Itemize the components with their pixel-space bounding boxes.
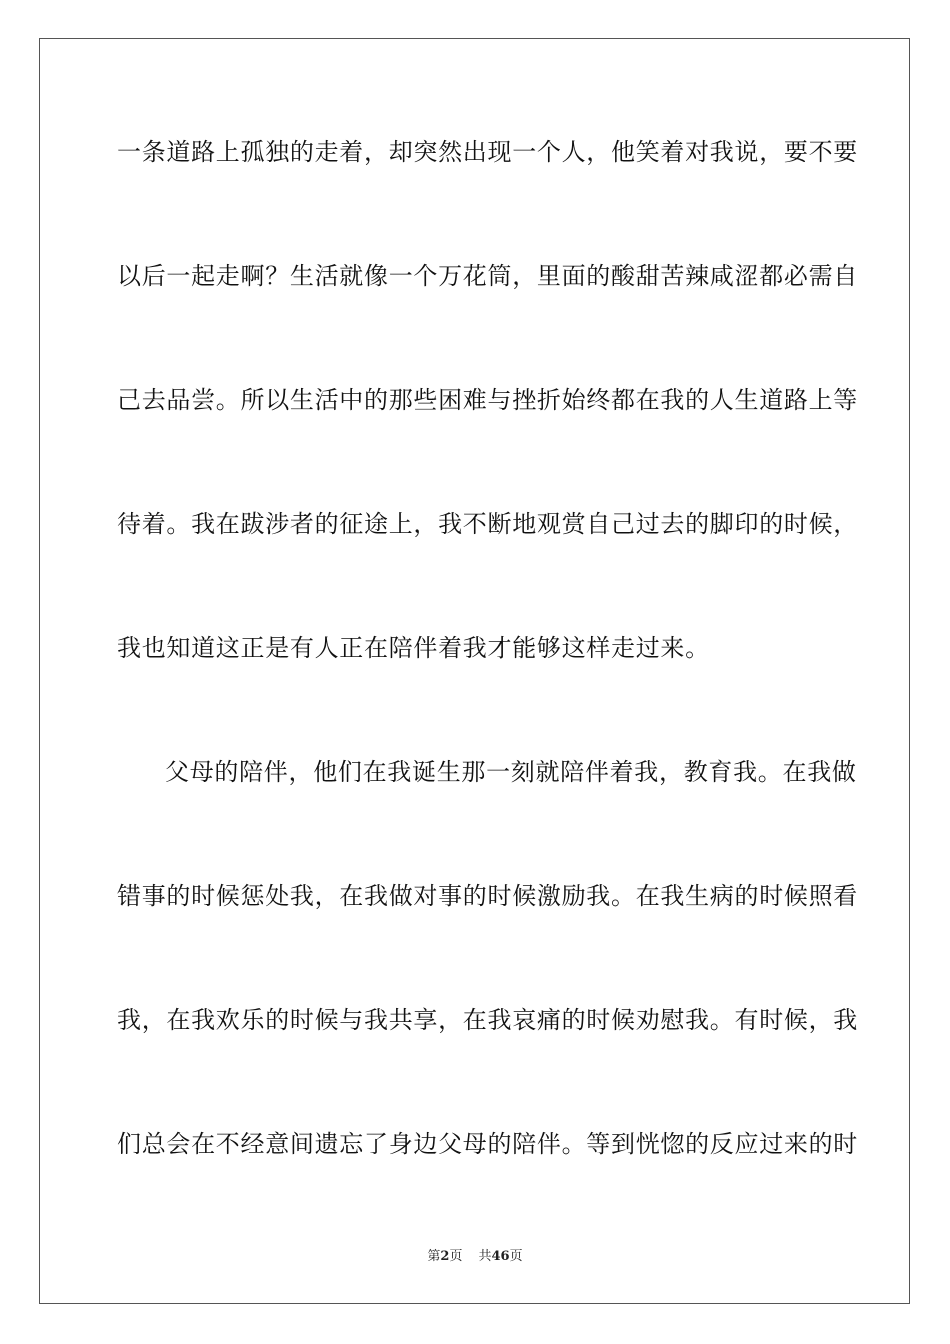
page-footer <box>0 1248 950 1266</box>
text-line: 一条道路上孤独的走着，却突然出现一个人，他笑着对我说，要不要 <box>117 138 858 166</box>
total-suffix: 页 <box>509 1249 523 1264</box>
text-line: 己去品尝。所以生活中的那些困难与挫折始终都在我的人生道路上等 <box>117 386 858 414</box>
page-suffix: 页 <box>449 1249 463 1264</box>
paragraph-first-line: 父母的陪伴，他们在我诞生那一刻就陪伴着我，教育我。在我做 <box>165 758 857 786</box>
text-line: 待着。我在跋涉者的征途上，我不断地观赏自己过去的脚印的时候， <box>117 510 858 538</box>
text-line: 错事的时候惩处我，在我做对事的时候激励我。在我生病的时候照看 <box>117 882 858 910</box>
page-prefix: 第 <box>427 1249 441 1264</box>
text-line: 以后一起走啊？生活就像一个万花筒，里面的酸甜苦辣咸涩都必需自 <box>117 262 858 290</box>
total-prefix: 共 <box>478 1249 492 1264</box>
text-line: 我，在我欢乐的时候与我共享，在我哀痛的时候劝慰我。有时候，我 <box>117 1006 858 1034</box>
text-line: 我也知道这正是有人正在陪伴着我才能够这样走过来。 <box>117 634 710 662</box>
page-border <box>39 38 910 1304</box>
total-pages: 46 <box>491 1249 510 1264</box>
text-line: 们总会在不经意间遗忘了身边父母的陪伴。等到恍惚的反应过来的时 <box>117 1130 858 1158</box>
page-number: 2 <box>440 1249 450 1264</box>
